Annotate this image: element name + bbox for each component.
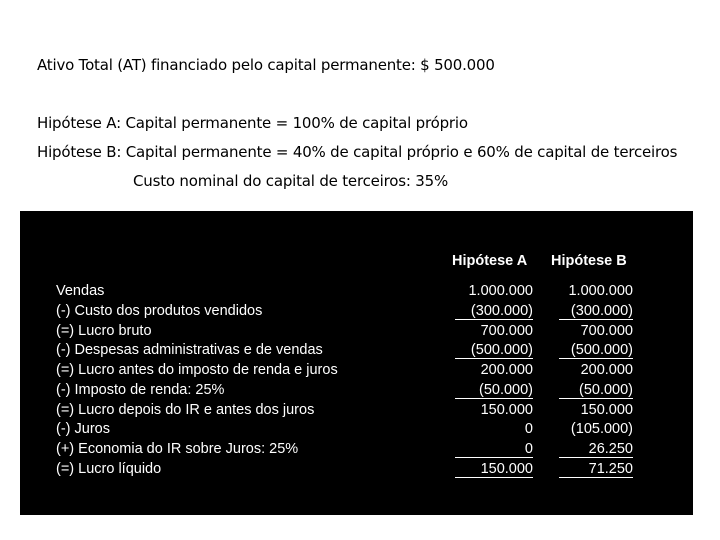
value-hypothesis-b: (105.000) <box>570 421 633 438</box>
value-hypothesis-b: 71.250 <box>559 461 633 478</box>
hypothesis-b-line: Hipótese B: Capital permanente = 40% de capital próprio e 60% de capital de terceiros <box>37 143 678 161</box>
row-label: (-) Imposto de renda: 25% <box>56 381 225 398</box>
row-label: (=) Lucro antes do imposto de renda e juros <box>56 362 338 378</box>
row-label: (-) Custo dos produtos vendidos <box>56 302 263 319</box>
value-hypothesis-b: (50.000) <box>559 382 633 399</box>
row-label: (=) Lucro líquido <box>56 460 162 477</box>
value-hypothesis-b: 150.000 <box>580 401 633 418</box>
value-hypothesis-a: 0 <box>455 441 533 458</box>
value-hypothesis-a: 200.000 <box>480 362 533 378</box>
value-hypothesis-a: (300.000) <box>455 303 533 320</box>
value-hypothesis-a: 700.000 <box>480 322 533 339</box>
value-hypothesis-b: 700.000 <box>580 322 633 339</box>
value-hypothesis-b: 26.250 <box>559 441 633 458</box>
income-statement-table <box>20 211 693 515</box>
value-hypothesis-b: (300.000) <box>559 303 633 320</box>
row-label: (+) Economia do IR sobre Juros: 25% <box>56 441 299 457</box>
total-assets-line: Ativo Total (AT) financiado pelo capital permanente: $ 500.000 <box>37 56 495 74</box>
row-label: Vendas <box>56 283 105 299</box>
row-label: (=) Lucro bruto <box>56 322 152 339</box>
row-label: (-) Juros <box>56 421 110 438</box>
value-hypothesis-a: 0 <box>524 421 533 438</box>
value-hypothesis-a: 150.000 <box>480 401 533 418</box>
hypothesis-a-line: Hipótese A: Capital permanente = 100% de capital próprio <box>37 114 468 132</box>
value-hypothesis-a: (500.000) <box>455 342 533 359</box>
debt-cost-line: Custo nominal do capital de terceiros: 35% <box>133 172 449 190</box>
intro-text <box>0 0 720 210</box>
value-hypothesis-a: (50.000) <box>455 382 533 399</box>
value-hypothesis-b: 200.000 <box>580 362 633 378</box>
value-hypothesis-a: 150.000 <box>455 461 533 478</box>
row-label: (-) Despesas administrativas e de vendas <box>56 342 323 359</box>
row-label: (=) Lucro depois do IR e antes dos juros <box>56 401 315 418</box>
header-hypothesis-a: Hipótese A <box>452 253 528 269</box>
value-hypothesis-b: 1.000.000 <box>568 283 633 299</box>
value-hypothesis-a: 1.000.000 <box>468 283 533 299</box>
header-hypothesis-b: Hipótese B <box>551 253 627 269</box>
value-hypothesis-b: (500.000) <box>559 342 633 359</box>
